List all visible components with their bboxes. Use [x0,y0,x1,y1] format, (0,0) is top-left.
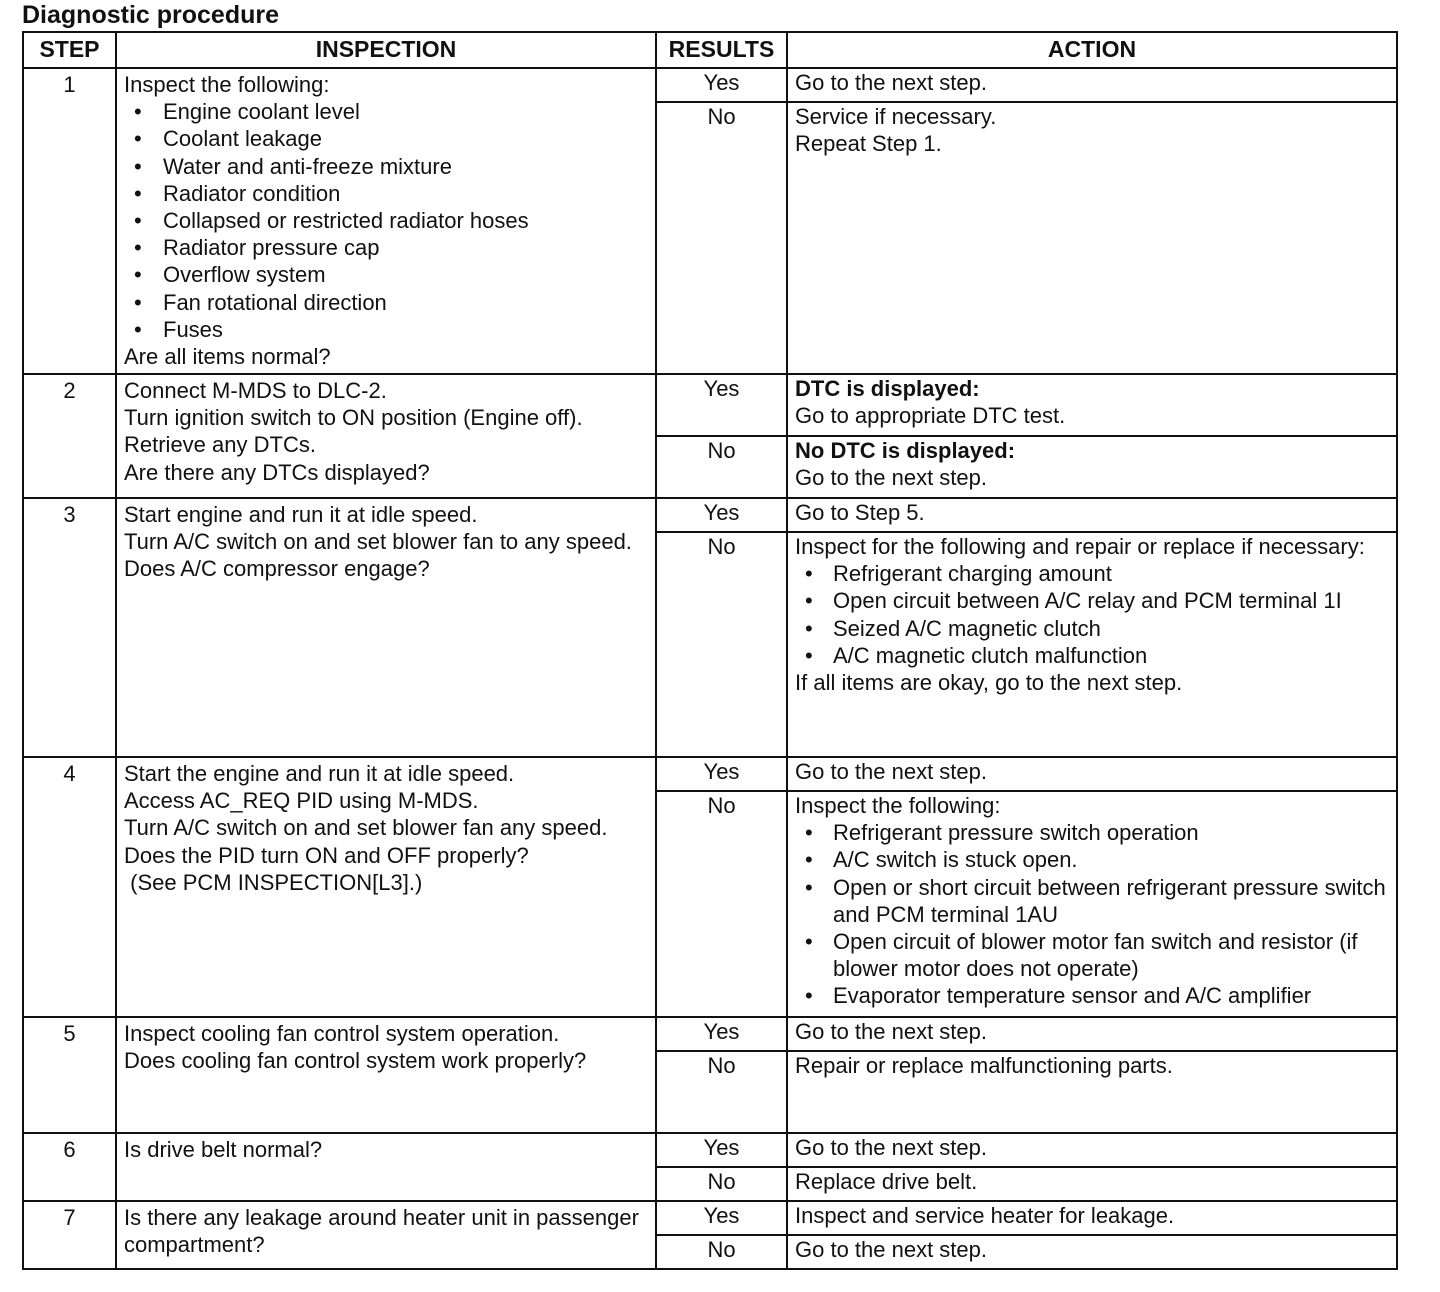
step-4-yes-row [23,757,1397,791]
list-item: • Collapsed or restricted radiator hoses [124,207,649,234]
result-no: No [656,436,787,498]
step-2-yes-row [23,374,1397,436]
list-item: • Engine coolant level [124,98,649,125]
list-item: • Evaporator temperature sensor and A/C amplifier [795,982,1390,1009]
action-list [795,560,1390,669]
header-step: STEP [23,32,116,68]
action-no [787,436,1397,498]
step-inspection [116,1201,656,1269]
result-no: No [656,102,787,374]
page-title: Diagnostic procedure [22,1,279,29]
inspection-line: Turn A/C switch on and set blower fan any speed. [124,815,608,841]
list-item: • Refrigerant pressure switch operation [795,819,1390,846]
action-no: Go to the next step. [787,1235,1397,1269]
header-results: RESULTS [656,32,787,68]
action-outro: If all items are okay, go to the next step. [795,670,1183,696]
action-yes: Inspect and service heater for leakage. [787,1201,1397,1235]
inspection-list [124,98,649,343]
list-item: • Open circuit between A/C relay and PCM terminal 1I [795,587,1390,614]
action-intro: Inspect the following: [795,793,1001,818]
result-yes: Yes [656,68,787,102]
inspection-intro: Inspect the following: [124,72,330,97]
result-yes: Yes [656,1017,787,1051]
inspection-line: Start engine and run it at idle speed. [124,502,478,527]
list-item: • Seized A/C magnetic clutch [795,615,1390,642]
result-no: No [656,1235,787,1269]
action-heading: No DTC is displayed: [795,438,1016,463]
action-line: Repeat Step 1. [795,131,942,157]
action-yes: Go to Step 5. [787,498,1397,532]
result-yes: Yes [656,1133,787,1167]
list-item: • Coolant leakage [124,125,649,152]
result-yes: Yes [656,757,787,791]
action-line: Go to the next step. [795,465,988,491]
result-no: No [656,1051,787,1133]
step-number: 7 [23,1201,116,1269]
list-item: • Fan rotational direction [124,289,649,316]
action-heading: DTC is displayed: [795,376,980,401]
inspection-line: Are there any DTCs displayed? [124,459,430,485]
step-inspection [116,1017,656,1133]
action-no [787,532,1397,757]
inspection-line: Access AC_REQ PID using M-MDS. [124,788,479,814]
action-yes: Go to the next step. [787,68,1397,102]
inspection-line: Does cooling fan control system work properly? [124,1048,587,1074]
header-row [23,32,1397,68]
header-action: ACTION [787,32,1397,68]
step-7-yes-row [23,1201,1397,1235]
action-yes: Go to the next step. [787,757,1397,791]
step-number: 5 [23,1017,116,1133]
step-6-yes-row [23,1133,1397,1167]
inspection-line: Inspect cooling fan control system operation. [124,1021,560,1046]
step-number: 6 [23,1133,116,1201]
list-item: • A/C switch is stuck open. [795,846,1390,873]
inspection-line: Turn A/C switch on and set blower fan to any speed. [124,529,632,555]
result-no: No [656,791,787,1017]
inspection-line: Does A/C compressor engage? [124,556,430,582]
action-list [795,819,1390,1009]
list-item: • Refrigerant charging amount [795,560,1390,587]
inspection-line: Is drive belt normal? [124,1137,323,1162]
result-yes: Yes [656,1201,787,1235]
inspection-question: Are all items normal? [124,344,331,370]
inspection-line: Does the PID turn ON and OFF properly? [124,842,529,868]
inspection-line: Retrieve any DTCs. [124,432,316,458]
step-1-yes-row [23,68,1397,102]
step-inspection [116,757,656,1017]
step-number: 3 [23,498,116,757]
action-yes: Go to the next step. [787,1017,1397,1051]
list-item: • Radiator condition [124,180,649,207]
list-item: • Fuses [124,316,649,343]
step-number: 2 [23,374,116,498]
diagnostic-table [22,31,1398,1270]
list-item: • Open or short circuit between refrigerant pressure switch and PCM terminal 1AU [795,874,1390,928]
step-inspection [116,1133,656,1201]
list-item: • Water and anti-freeze mixture [124,153,649,180]
action-yes [787,374,1397,436]
list-item: • Open circuit of blower motor fan switch and resistor (if blower motor does not operate) [795,928,1390,982]
step-inspection [116,498,656,757]
action-line: Go to appropriate DTC test. [795,403,1066,429]
action-no [787,791,1397,1017]
inspection-line: Start the engine and run it at idle speed. [124,761,515,786]
action-intro: Inspect for the following and repair or replace if necessary: [795,534,1365,559]
result-no: No [656,532,787,757]
action-no: Repair or replace malfunctioning parts. [787,1051,1397,1133]
action-yes: Go to the next step. [787,1133,1397,1167]
step-5-yes-row [23,1017,1397,1051]
action-line: Service if necessary. [795,104,997,129]
action-no [787,102,1397,374]
header-inspection: INSPECTION [116,32,656,68]
step-inspection [116,68,656,374]
list-item: • Overflow system [124,261,649,288]
inspection-line: Turn ignition switch to ON position (Engine off). [124,405,583,431]
result-no: No [656,1167,787,1201]
step-3-yes-row [23,498,1397,532]
inspection-line: Is there any leakage around heater unit in passenger compartment? [124,1205,639,1258]
result-yes: Yes [656,498,787,532]
step-inspection [116,374,656,498]
inspection-line: Connect M-MDS to DLC-2. [124,378,387,403]
result-yes: Yes [656,374,787,436]
list-item: • A/C magnetic clutch malfunction [795,642,1390,669]
step-number: 1 [23,68,116,374]
step-number: 4 [23,757,116,1017]
action-no: Replace drive belt. [787,1167,1397,1201]
inspection-line: (See PCM INSPECTION[L3].) [124,869,423,895]
list-item: • Radiator pressure cap [124,234,649,261]
